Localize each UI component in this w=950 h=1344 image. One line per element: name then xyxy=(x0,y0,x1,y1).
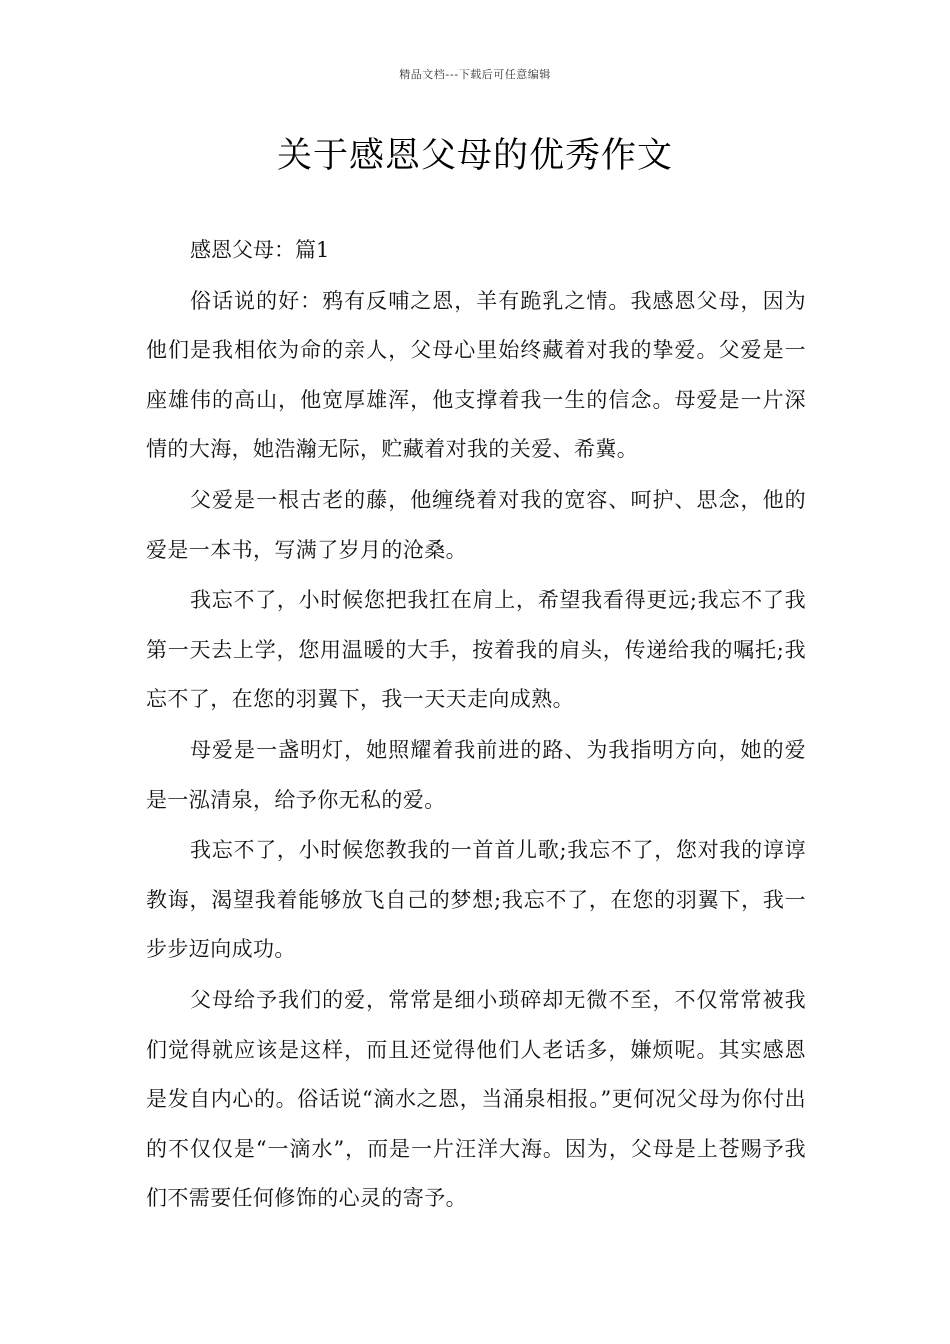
document-title: 关于感恩父母的优秀作文 xyxy=(276,136,673,176)
paragraph-4: 母爱是一盏明灯，她照耀着我前进的路、为我指明方向，她的爱是一泓清泉，给予你无私的爱。 xyxy=(146,737,806,812)
paragraph-5: 我忘不了，小时候您教我的一首首儿歌;我忘不了，您对我的谆谆教诲，渴望我着能够放飞自己的梦想;我忘不了，在您的羽翼下，我一步步迈向成功。 xyxy=(146,838,806,962)
paragraph-3: 我忘不了，小时候您把我扛在肩上，希望我看得更远;我忘不了我第一天去上学，您用温暖的大手，按着我的肩头，传递给我的嘱托;我忘不了，在您的羽翼下，我一天天走向成熟。 xyxy=(146,588,806,712)
paragraph-1: 俗话说的好：鸦有反哺之恩，羊有跪乳之情。我感恩父母，因为他们是我相依为命的亲人，父母心里始终藏着对我的挚爱。父爱是一座雄伟的高山，他宽厚雄浑，他支撑着我一生的信念。母爱是一片深情的大海，她浩瀚无际，贮藏着对我的关爱、希冀。 xyxy=(146,288,806,462)
paragraph-6: 父母给予我们的爱，常常是细小琐碎却无微不至，不仅常常被我们觉得就应该是这样，而且还觉得他们人老话多，嫌烦呢。其实感恩是发自内心的。俗话说“滴水之恩，当涌泉相报。”更何况父母为你付出的不仅仅是“一滴水”，而是一片汪洋大海。因为，父母是上苍赐予我们不需要任何修饰的心灵的寄予。 xyxy=(146,987,806,1211)
paragraph-2: 父爱是一根古老的藤，他缠绕着对我的宽容、呵护、思念，他的爱是一本书，写满了岁月的沧桑。 xyxy=(146,487,806,562)
document-body xyxy=(146,226,806,1225)
section-heading: 感恩父母：篇1 xyxy=(190,238,330,262)
header-note: 精品文档---下载后可任意编辑 xyxy=(399,68,551,81)
